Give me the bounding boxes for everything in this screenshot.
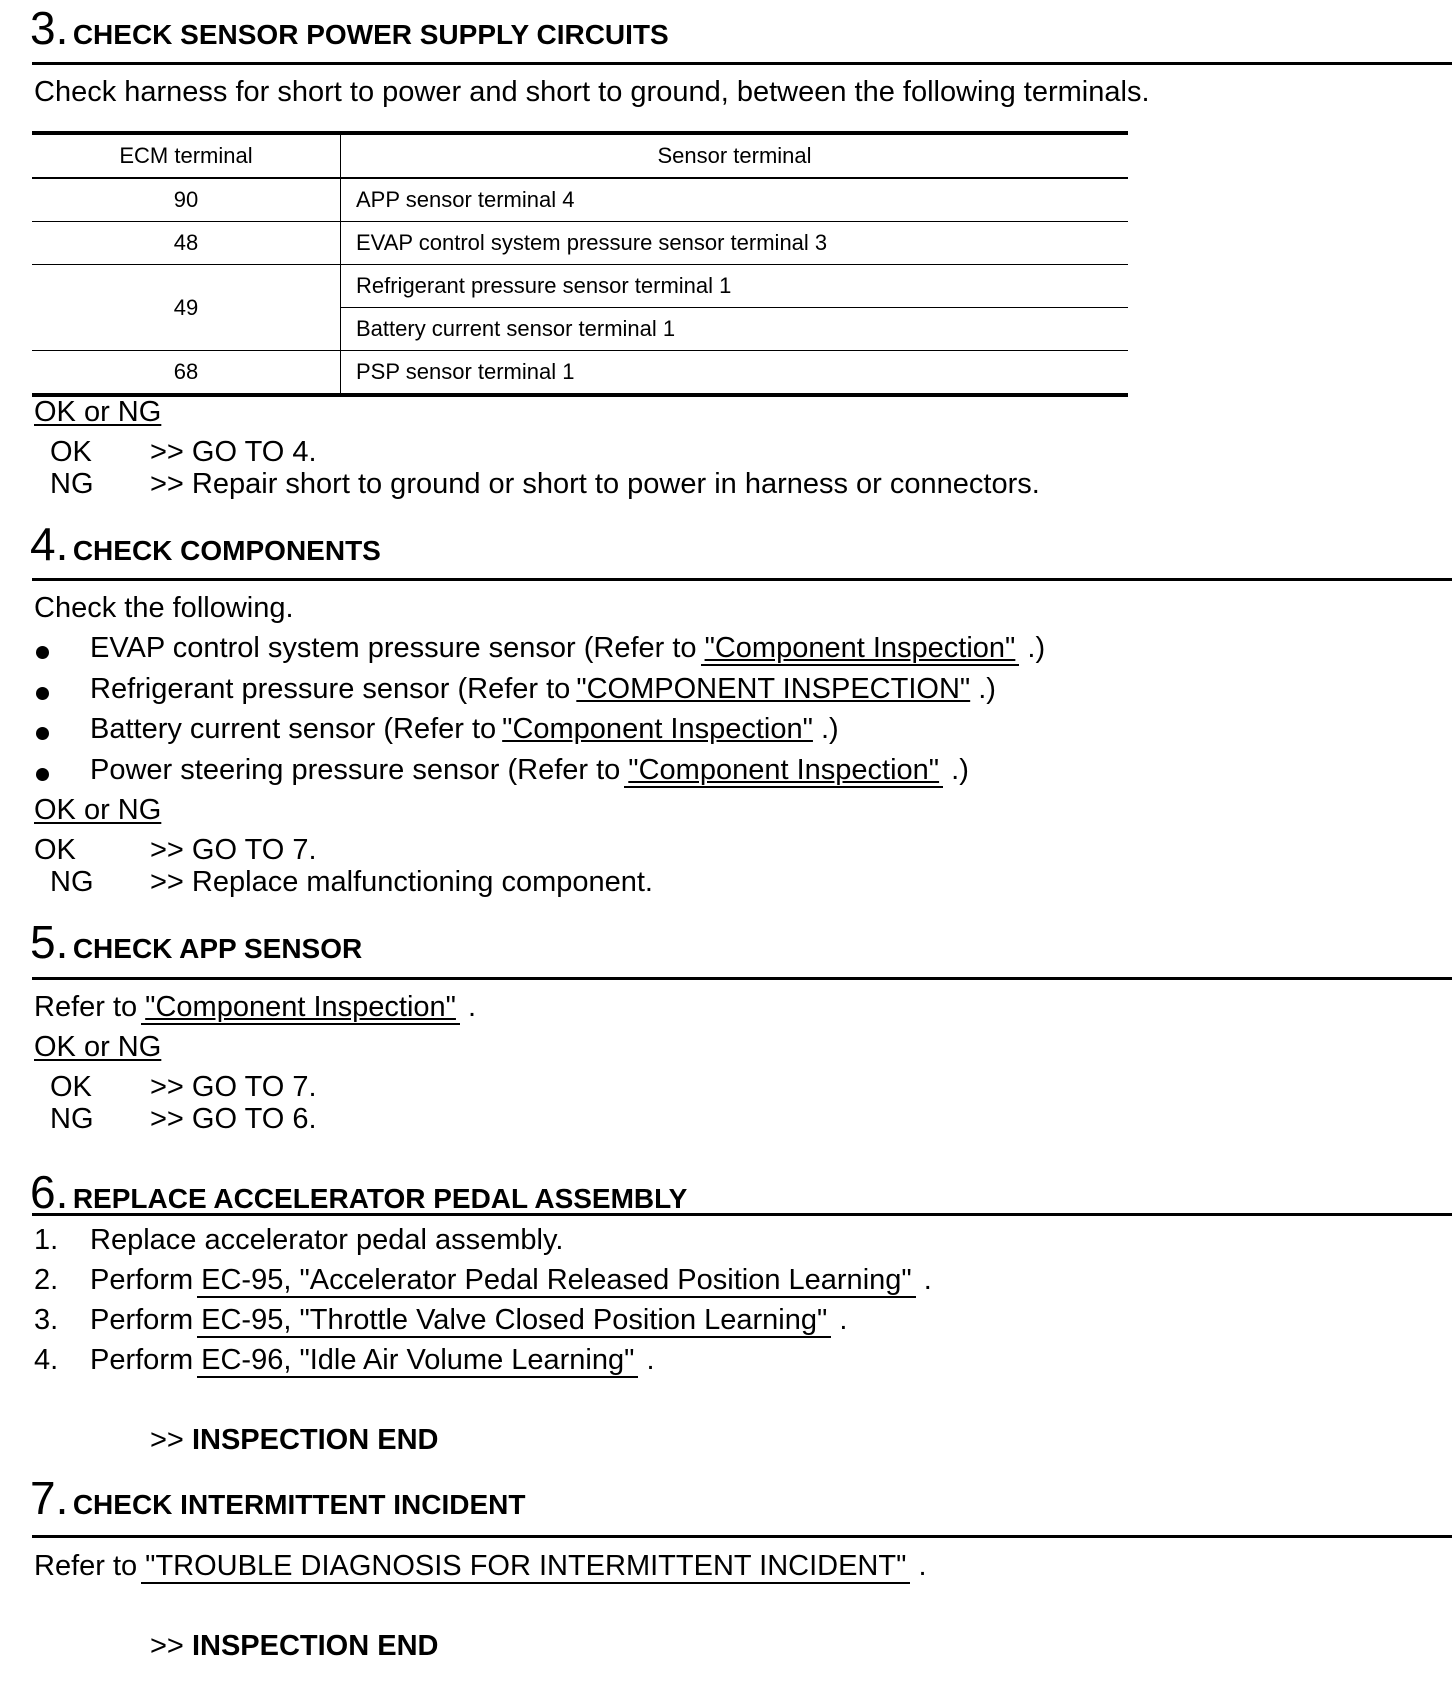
table-row bbox=[32, 351, 1128, 396]
sensor-terminal-cell: Refrigerant pressure sensor terminal 1 bbox=[341, 265, 1129, 308]
step3-ok-key: OK bbox=[50, 436, 92, 468]
step7-inspection-end: >> INSPECTION END bbox=[150, 1630, 439, 1662]
sensor-terminal-cell: APP sensor terminal 4 bbox=[341, 178, 1129, 222]
step5-ng-action: >> GO TO 6. bbox=[150, 1103, 317, 1135]
step3-ok-action: >> GO TO 4. bbox=[150, 436, 317, 468]
table-row bbox=[32, 178, 1128, 222]
step4-ok-key: OK bbox=[34, 834, 76, 866]
bullet-dot-icon bbox=[36, 727, 49, 740]
sensor-terminal-cell: EVAP control system pressure sensor terminal 3 bbox=[341, 222, 1129, 265]
step3-ok-or-ng-label: OK or NG bbox=[34, 396, 162, 428]
component-inspection-link[interactable]: "COMPONENT INSPECTION" bbox=[576, 673, 971, 705]
step3-instruction: Check harness for short to power and short to ground, between the following terminals. bbox=[34, 76, 1150, 108]
component-inspection-link[interactable]: "Component Inspection" bbox=[624, 754, 943, 788]
step4-divider bbox=[32, 578, 1452, 581]
step5-title: CHECK APP SENSOR bbox=[72, 933, 363, 964]
step7-number: 7. bbox=[30, 1472, 69, 1524]
step4-ok-or-ng-label: OK or NG bbox=[34, 794, 162, 826]
step6-heading bbox=[30, 1166, 688, 1218]
list-item: Battery current sensor (Refer to "Component Inspection" .) bbox=[90, 713, 839, 745]
ecm-terminal-cell: 90 bbox=[32, 178, 341, 222]
step5-divider bbox=[32, 977, 1452, 980]
step6-inspection-end: >> INSPECTION END bbox=[150, 1424, 439, 1456]
step5-ok-action: >> GO TO 7. bbox=[150, 1071, 317, 1103]
step5-ok-key: OK bbox=[50, 1071, 92, 1103]
bullet-dot-icon bbox=[36, 646, 49, 659]
bullet-dot-icon bbox=[36, 768, 49, 781]
component-inspection-link[interactable]: "Component Inspection" bbox=[502, 713, 813, 745]
step5-heading bbox=[30, 916, 363, 968]
list-item: EVAP control system pressure sensor (Refer to "Component Inspection" .) bbox=[90, 632, 1045, 666]
table-row bbox=[32, 265, 1128, 308]
list-item: Replace accelerator pedal assembly. bbox=[90, 1224, 564, 1256]
step3-number: 3. bbox=[30, 2, 69, 54]
step7-heading bbox=[30, 1472, 526, 1524]
list-item: Perform EC-96, "Idle Air Volume Learning" . bbox=[90, 1344, 655, 1378]
step7-divider bbox=[32, 1535, 1452, 1538]
step4-ok-action: >> GO TO 7. bbox=[150, 834, 317, 866]
step3-ng-action: >> Repair short to ground or short to power in harness or connectors. bbox=[150, 468, 1040, 500]
sensor-terminal-cell: PSP sensor terminal 1 bbox=[341, 351, 1129, 396]
component-inspection-link[interactable]: "Component Inspection" bbox=[141, 991, 460, 1025]
throttle-valve-learning-link[interactable]: EC-95, "Throttle Valve Closed Position Learning" bbox=[197, 1304, 831, 1338]
step6-number: 6. bbox=[30, 1166, 69, 1218]
step6-item-number: 3. bbox=[34, 1304, 59, 1336]
ecm-terminal-cell: 48 bbox=[32, 222, 341, 265]
intermittent-incident-link[interactable]: "TROUBLE DIAGNOSIS FOR INTERMITTENT INCIDENT" bbox=[141, 1550, 910, 1584]
step3-title: CHECK SENSOR POWER SUPPLY CIRCUITS bbox=[72, 19, 669, 50]
ecm-terminal-cell: 49 bbox=[32, 265, 341, 351]
step6-title: REPLACE ACCELERATOR PEDAL ASSEMBLY bbox=[72, 1183, 688, 1214]
step7-refer-line: Refer to "TROUBLE DIAGNOSIS FOR INTERMITTENT INCIDENT" . bbox=[34, 1550, 927, 1584]
step4-heading bbox=[30, 518, 381, 570]
step6-divider bbox=[32, 1213, 1452, 1216]
table-header-sensor: Sensor terminal bbox=[341, 133, 1129, 178]
table-header-row bbox=[32, 133, 1128, 178]
step6-item-number: 1. bbox=[34, 1224, 59, 1256]
idle-air-volume-learning-link[interactable]: EC-96, "Idle Air Volume Learning" bbox=[197, 1344, 638, 1378]
sensor-terminal-cell: Battery current sensor terminal 1 bbox=[341, 308, 1129, 351]
terminal-table bbox=[32, 131, 1128, 397]
step4-ng-action: >> Replace malfunctioning component. bbox=[150, 866, 653, 898]
list-item: Perform EC-95, "Throttle Valve Closed Position Learning" . bbox=[90, 1304, 847, 1338]
list-item: Refrigerant pressure sensor (Refer to "COMPONENT INSPECTION" .) bbox=[90, 673, 996, 705]
step3-divider bbox=[32, 62, 1452, 65]
step7-title: CHECK INTERMITTENT INCIDENT bbox=[72, 1489, 526, 1520]
step5-refer-line: Refer to "Component Inspection" . bbox=[34, 991, 476, 1025]
ecm-terminal-cell: 68 bbox=[32, 351, 341, 396]
step5-ng-key: NG bbox=[50, 1103, 94, 1135]
bullet-dot-icon bbox=[36, 687, 49, 700]
step5-number: 5. bbox=[30, 916, 69, 968]
step4-title: CHECK COMPONENTS bbox=[72, 535, 381, 566]
table-header-ecm: ECM terminal bbox=[32, 133, 341, 178]
step3-ng-key: NG bbox=[50, 468, 94, 500]
step6-item-number: 4. bbox=[34, 1344, 59, 1376]
table-row bbox=[32, 222, 1128, 265]
accelerator-pedal-learning-link[interactable]: EC-95, "Accelerator Pedal Released Position Learning" bbox=[197, 1264, 916, 1298]
list-item: Perform EC-95, "Accelerator Pedal Released Position Learning" . bbox=[90, 1264, 932, 1298]
step4-number: 4. bbox=[30, 518, 69, 570]
list-item: Power steering pressure sensor (Refer to "Component Inspection" .) bbox=[90, 754, 969, 788]
step4-ng-key: NG bbox=[50, 866, 94, 898]
step3-heading bbox=[30, 2, 669, 54]
component-inspection-link[interactable]: "Component Inspection" bbox=[701, 632, 1020, 666]
step5-ok-or-ng-label: OK or NG bbox=[34, 1031, 162, 1063]
step6-item-number: 2. bbox=[34, 1264, 59, 1296]
step4-intro: Check the following. bbox=[34, 592, 294, 624]
